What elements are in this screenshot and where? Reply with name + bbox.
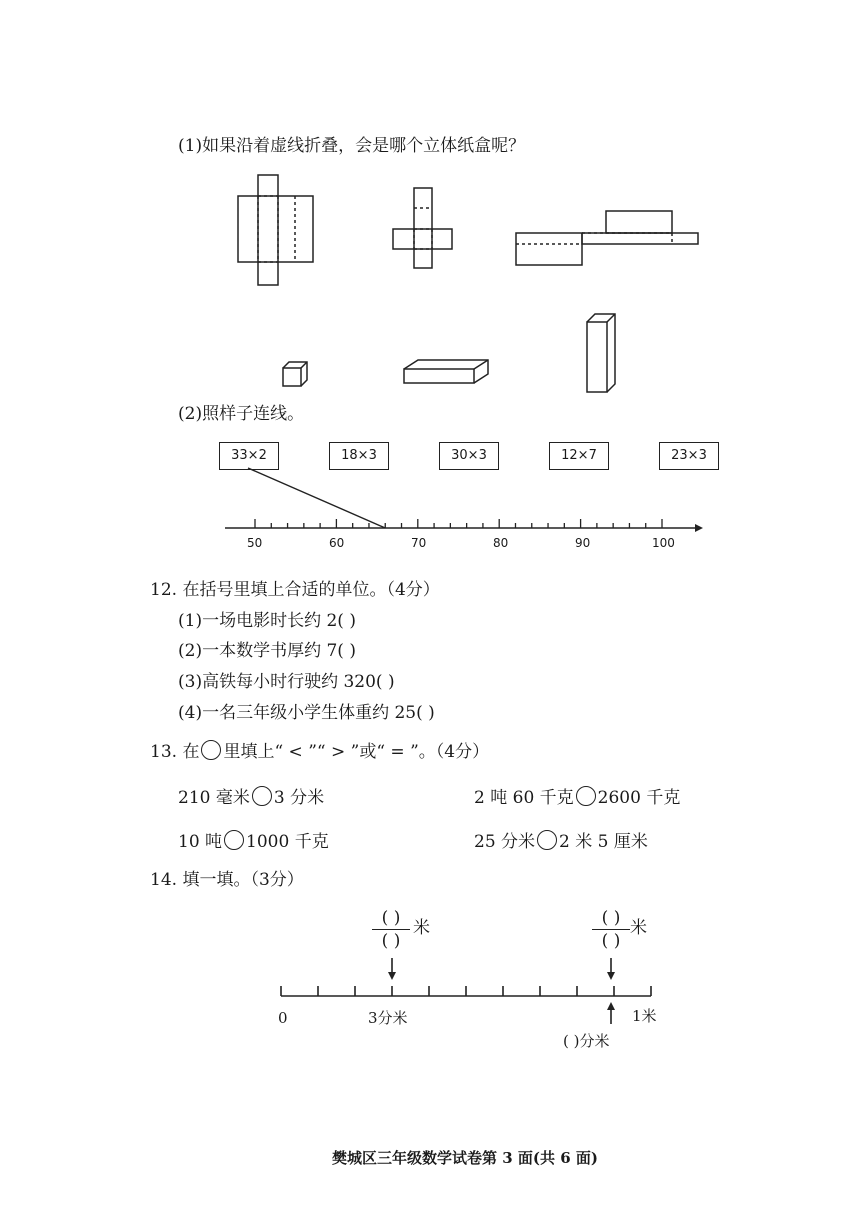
q13-item-4-left: 25 分米 (474, 832, 536, 852)
expr-box-30x3: 30×3 (439, 442, 499, 470)
tick-label-50: 50 (247, 536, 263, 550)
fraction-unit-right: 米 (630, 918, 647, 938)
q13-item-3-right: 1000 千克 (246, 832, 329, 852)
tick-label-70: 70 (411, 536, 427, 550)
tick-label-60: 60 (329, 536, 345, 550)
q14-title: 14. 填一填。（3分） (150, 870, 304, 890)
q13-item-1-left: 210 毫米 (178, 788, 250, 808)
tick-label-80: 80 (493, 536, 509, 550)
q14-answer-blank[interactable]: ( )分米 (563, 1032, 610, 1050)
expr-box-12x7: 12×7 (549, 442, 609, 470)
q13-item-1-right: 3 分米 (273, 788, 325, 808)
q12-item-4: (4)一名三年级小学生体重约 25( ) (178, 703, 435, 723)
q13-title-post: 里填上“ < ”“ > ”或“ = ”。（4分） (223, 742, 490, 762)
q12-item-3: (3)高铁每小时行驶约 320( ) (178, 672, 395, 692)
fraction-unit-left: 米 (413, 918, 430, 938)
q11-part1-text: (1)如果沿着虚线折叠，会是哪个立体纸盒呢？ (178, 136, 526, 156)
fraction-numerator[interactable]: ( ) (601, 908, 621, 928)
q13-item-4-right: 2 米 5 厘米 (559, 832, 648, 852)
q13-item-2-left: 2 吨 60 千克 (474, 788, 574, 808)
q14-label-1m: 1米 (632, 1007, 657, 1025)
fraction-denominator[interactable]: ( ) (381, 931, 401, 951)
q13-item-3-left: 10 吨 (178, 832, 223, 852)
tick-label-100: 100 (652, 536, 675, 550)
q14-label-3dm: 3分米 (368, 1009, 408, 1027)
expr-box-33x2: 33×2 (219, 442, 279, 470)
expr-box-18x3: 18×3 (329, 442, 389, 470)
q11-part2-text: (2)照样子连线。 (178, 404, 305, 424)
q12-item-2: (2)一本数学书厚约 7( ) (178, 641, 356, 661)
expr-box-23x3: 23×3 (659, 442, 719, 470)
q12-title: 12. 在括号里填上合适的单位。（4分） (150, 580, 440, 600)
q12-item-1: (1)一场电影时长约 2( ) (178, 611, 356, 631)
fraction-denominator[interactable]: ( ) (601, 931, 621, 951)
page-footer: 樊城区三年级数学试卷第 3 面(共 6 面) (332, 1149, 598, 1167)
q14-label-zero: 0 (278, 1009, 288, 1027)
fraction-numerator[interactable]: ( ) (381, 908, 401, 928)
q13-item-2-right: 2600 千克 (597, 788, 681, 808)
q13-title-pre: 13. 在 (150, 742, 200, 762)
tick-label-90: 90 (575, 536, 591, 550)
